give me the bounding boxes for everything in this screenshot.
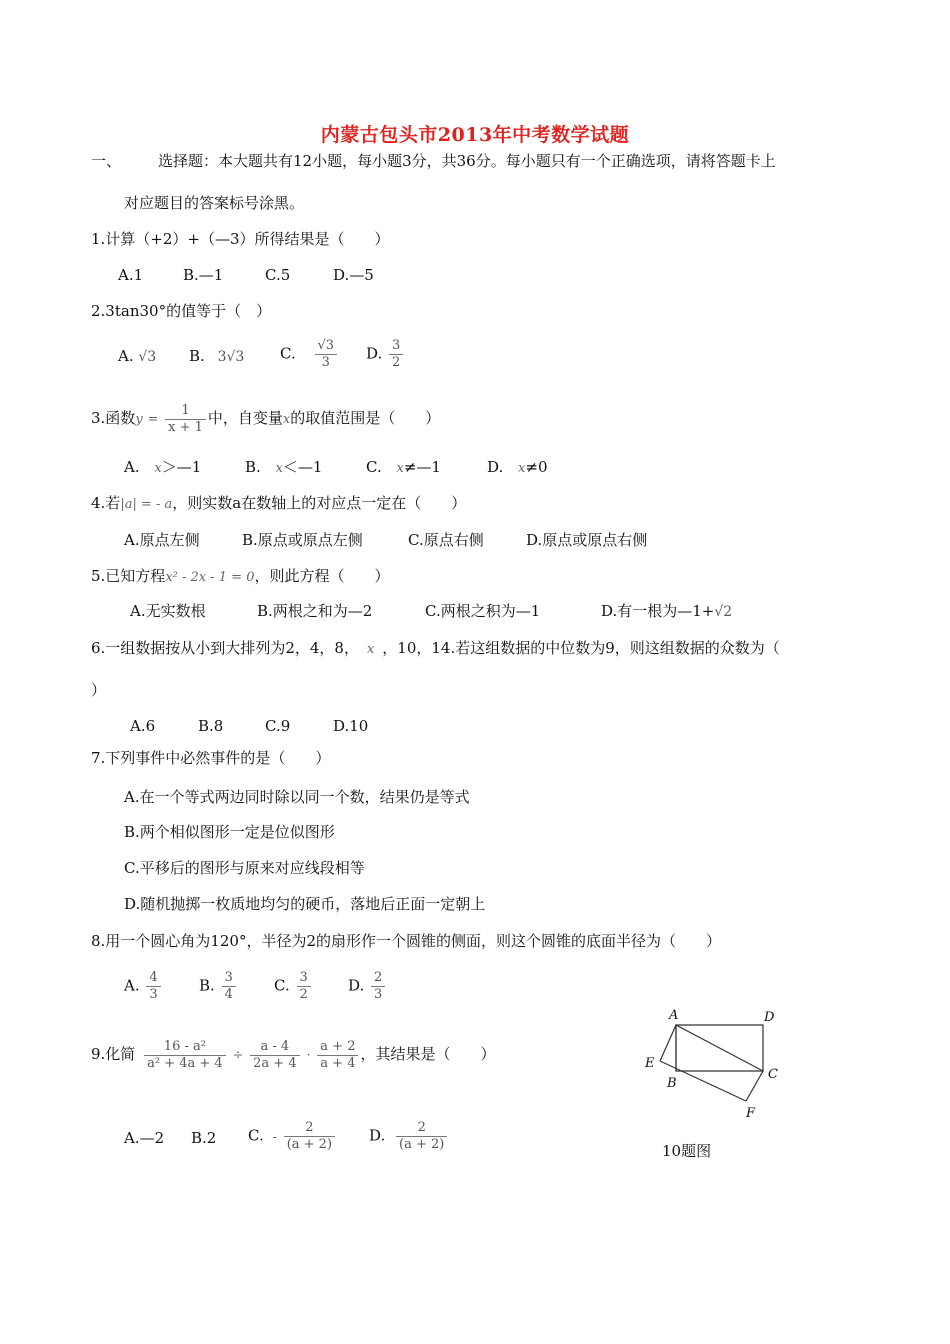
q3-option-b-text: ＜—1 [282,458,323,476]
q8-angle: 120° [210,932,247,950]
q9-option-d-fraction [396,1120,447,1153]
q3-func-var: y [135,412,143,427]
q3-fraction-denominator: x + 1 [168,419,203,435]
q10-geometry-diagram [638,1005,788,1125]
point-label-b: B [667,1076,677,1091]
q5-option-d [601,601,732,622]
q4-prefix: 4.若 [91,494,121,512]
q8-option-c-label: C. [274,976,290,995]
q2-option-d-denominator: 2 [392,355,401,370]
q3-option-a [124,457,201,479]
q8-option-a-label: A. [124,976,140,995]
q9-option-b: B.2 [191,1129,217,1147]
q1-option-d: D.—5 [333,266,374,284]
q3-option-a-var: x [154,461,162,476]
q8-option-a-denominator: 3 [149,987,158,1002]
q2-option-a-math: √3 [138,349,157,365]
q5-option-b: B.两根之和为—2 [257,602,373,620]
q8-option-b-label: B. [199,976,215,995]
q9-fraction-3-numerator: a + 2 [317,1039,358,1056]
q3-equals: = [147,412,159,427]
segment-ae [660,1025,676,1061]
q1-option-c: C.5 [265,266,291,284]
q4-option-a: A.原点左侧 [124,531,200,549]
q5-prefix: 5.已知方程 [91,567,166,585]
q8-option-c-denominator: 2 [299,987,308,1002]
q8-option-d-numerator: 2 [371,970,385,987]
q2-option-a [118,346,156,367]
q3-option-c [366,457,441,479]
q3-option-c-label: C. [366,458,382,476]
q8-stem [91,931,721,951]
q2-option-d [366,338,405,371]
q8-option-b-denominator: 4 [224,987,233,1002]
q4-option-b: B.原点或原点左侧 [242,531,363,549]
q5-option-a: A.无实数根 [130,602,206,620]
q3-option-c-text: ≠—1 [403,458,441,476]
q2-option-c-numerator: √3 [315,338,338,355]
q3-option-c-var: x [396,461,404,476]
q7-option-a: A.在一个等式两边同时除以同一个数，结果仍是等式 [124,788,470,806]
q8-option-b-fraction [222,970,236,1003]
q2-option-d-numerator: 3 [389,338,403,355]
q9-divide-sign: ÷ [232,1048,244,1063]
page-title: 内蒙古包头市2013年中考数学试题 [320,124,630,146]
q9-option-d-numerator: 2 [396,1120,447,1137]
q9-stem [91,1036,496,1074]
q5-option-d-math: √2 [714,604,733,620]
section-instructions-line1: 选择题：本大题共有12小题，每小题3分，共36分。每小题只有一个正确选项，请将答题卡上 [158,152,776,170]
q3-option-a-label: A. [124,458,140,476]
q6-stem-part2: ，10，14.若这组数据的中位数为9，则这组数据的众数为（ [382,639,780,657]
q6-option-b: B.8 [198,717,224,735]
q2-option-c [280,338,339,371]
q3-option-d-var: x [518,461,526,476]
q9-option-c-fraction [284,1120,335,1153]
q8-option-d [348,970,387,1003]
q4-option-c: C.原点右侧 [408,531,484,549]
q3-option-b-var: x [275,461,283,476]
point-label-d: D [764,1010,775,1025]
q6-option-c: C.9 [265,717,291,735]
q4-stem [91,493,466,515]
q3-option-d-text: ≠0 [525,458,548,476]
q8-option-d-denominator: 3 [374,987,383,1002]
segment-fc [746,1071,763,1101]
point-label-f: F [746,1106,756,1121]
q7-option-d: D.随机抛掷一枚质地均匀的硬币，落地后正面一定朝上 [124,895,486,913]
q3-option-b-label: B. [245,458,261,476]
q8-option-c-numerator: 3 [297,970,311,987]
q2-option-c-denominator: 3 [321,355,330,370]
q9-option-d-denominator: (a + 2) [399,1137,445,1152]
q9-option-d [369,1120,449,1153]
q1-option-b: B.—1 [183,266,224,284]
section-instructions-line2: 对应题目的答案标号涂黑。 [124,194,305,212]
q5-option-c: C.两根之积为—1 [425,602,541,620]
point-label-e: E [645,1056,655,1071]
q3-fraction-numerator: 1 [165,403,206,420]
q9-fraction-1 [144,1039,226,1072]
q2-option-b-label: B. [189,347,205,365]
q9-fraction-1-numerator: 16 - a² [144,1039,226,1056]
q5-stem [91,566,390,588]
q6-stem [91,638,780,660]
q4-suffix: ，则实数a在数轴上的对应点一定在（ ） [172,494,467,512]
section-number: 一、 [91,152,122,170]
q2-option-d-label: D. [366,344,383,363]
q3-option-d [487,457,548,479]
q2-stem: 2.3tan30°的值等于（ ） [91,302,272,320]
q9-option-c-denominator: (a + 2) [286,1137,333,1152]
q9-multiply-dot: · [306,1048,311,1063]
q9-fraction-2-denominator: 2a + 4 [253,1055,297,1071]
q9-option-c-sign: - [272,1129,277,1145]
q4-option-d: D.原点或原点右侧 [526,531,648,549]
q6-variable: x [366,642,375,657]
q8-option-c-fraction [297,970,311,1003]
q9-option-c [248,1120,337,1153]
q8-option-d-label: D. [348,976,365,995]
q7-option-c: C.平移后的图形与原来对应线段相等 [124,859,365,877]
point-label-a: A [669,1008,679,1023]
q5-math: x² - 2x - 1 = 0 [165,570,255,585]
q9-option-d-label: D. [369,1126,386,1145]
q9-fraction-2 [250,1039,299,1072]
q6-stem-part1: 6.一组数据按从小到大排列为2，4，8， [91,639,359,657]
q3-stem [91,400,440,438]
q8-option-a-numerator: 4 [146,970,160,987]
q9-prefix: 9.化简 [91,1045,136,1063]
q2-option-b-math: 3√3 [217,349,245,365]
q9-option-c-numerator: 2 [284,1120,335,1137]
q8-option-b [199,970,238,1003]
q10-figure-caption: 10题图 [662,1142,712,1160]
q1-option-a: A.1 [118,266,144,284]
q2-option-c-label: C. [280,344,296,363]
q8-option-b-numerator: 3 [222,970,236,987]
q9-option-c-label: C. [248,1126,264,1145]
q9-suffix: ，其结果是（ ） [360,1045,496,1063]
q7-stem: 7.下列事件中必然事件的是（ ） [91,749,331,767]
q3-suffix2: 的取值范围是（ ） [290,409,441,427]
q3-option-b [245,457,322,479]
q1-stem: 1.计算（+2）+（—3）所得结果是（ ） [91,230,390,248]
q8-option-a-fraction [146,970,160,1003]
point-label-c: C [768,1067,778,1082]
q9-fraction-1-denominator: a² + 4a + 4 [147,1055,223,1071]
q8-option-a [124,970,163,1003]
q6-stem-close: ） [91,681,107,699]
q9-fraction-2-numerator: a - 4 [250,1039,299,1056]
q8-stem-part2: ，半径为2的扇形作一个圆锥的侧面，则这个圆锥的底面半径为（ ） [246,932,721,950]
q3-option-d-label: D. [487,458,504,476]
q3-suffix: 中，自变量 [207,409,283,427]
q3-variable: x [282,412,291,427]
q4-math: |a| = - a [120,497,173,512]
q6-option-a: A.6 [130,717,156,735]
q7-option-b: B.两个相似图形一定是位似图形 [124,823,335,841]
q6-option-d: D.10 [333,717,369,735]
q9-fraction-3 [317,1039,358,1072]
q3-prefix: 3.函数 [91,409,136,427]
q8-option-d-fraction [371,970,385,1003]
q3-option-a-text: ＞—1 [161,458,202,476]
q2-option-d-fraction [389,338,403,371]
q10-figure [638,1005,788,1129]
q2-option-c-fraction [315,338,338,371]
q8-stem-part1: 8.用一个圆心角为 [91,932,211,950]
q5-option-d-text: D.有一根为—1+ [601,602,715,620]
q2-option-b [189,346,244,367]
q8-option-c [274,970,313,1003]
q9-option-a: A.—2 [124,1129,165,1147]
q9-fraction-3-denominator: a + 4 [320,1055,356,1071]
q3-fraction [165,403,206,436]
q2-option-a-label: A. [118,347,134,365]
rectangle-with-diagonal [676,1025,763,1071]
q5-suffix: ，则此方程（ ） [254,567,390,585]
